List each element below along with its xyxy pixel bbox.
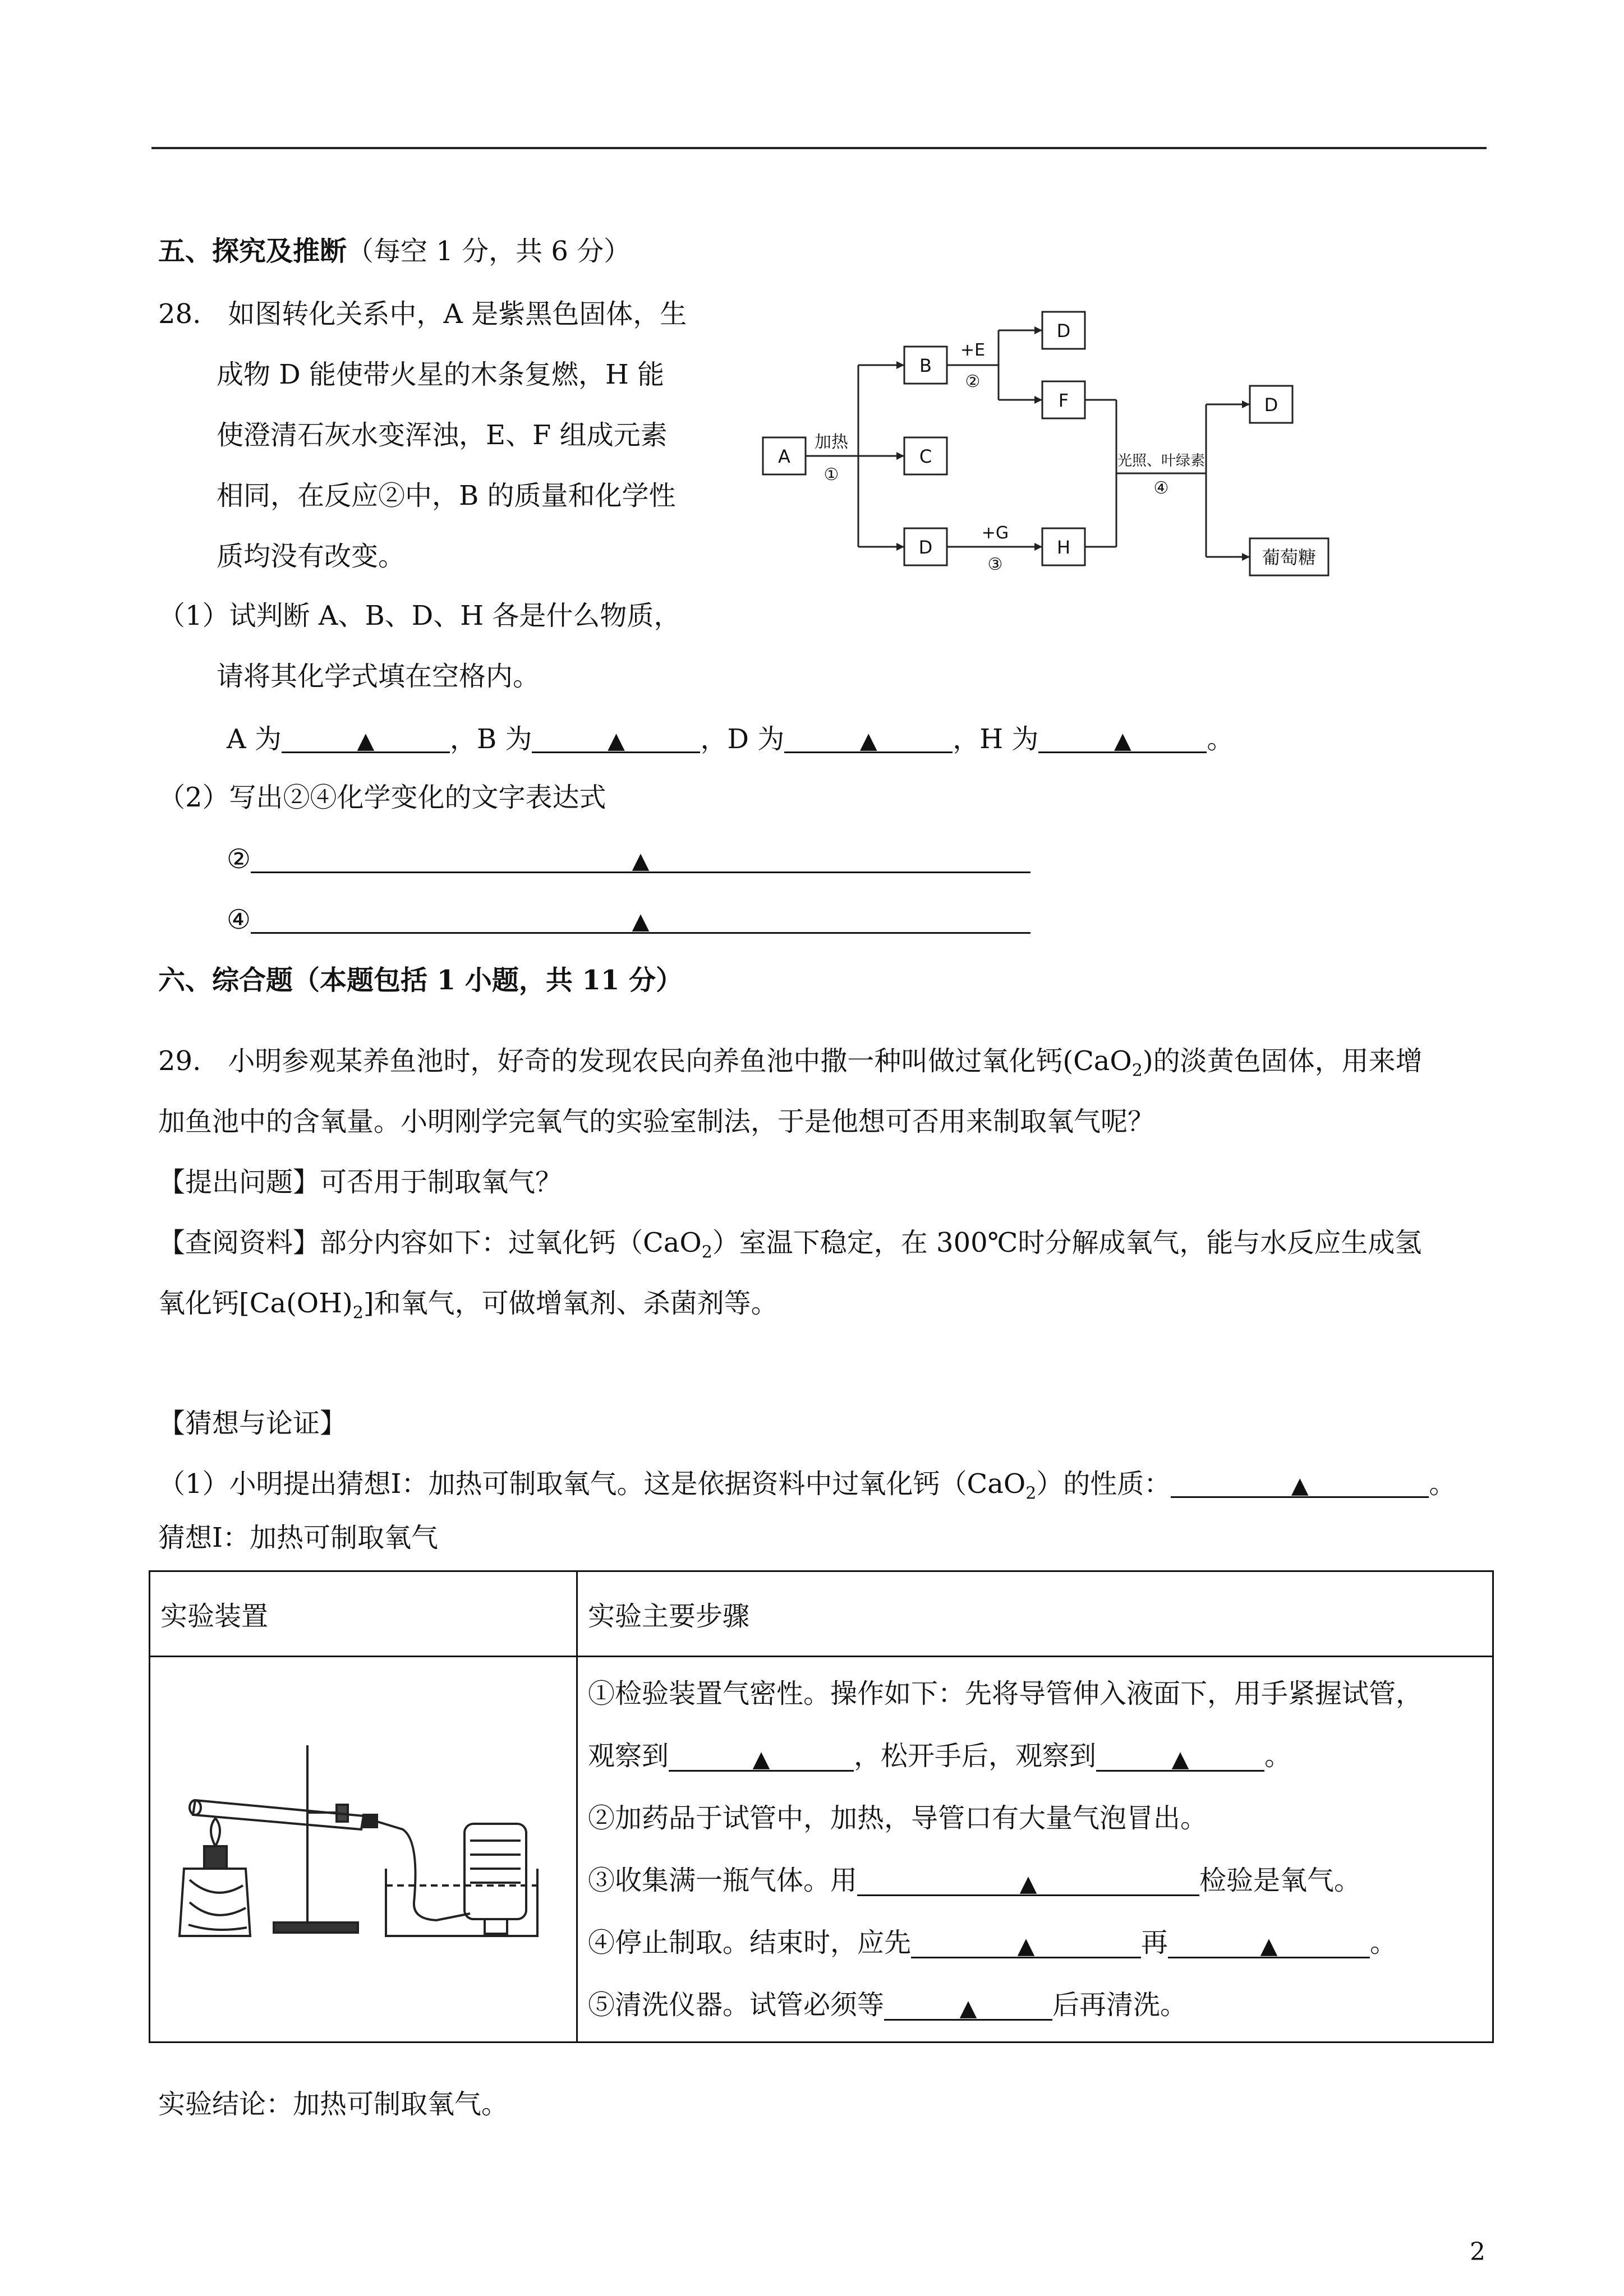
header-device: 实验装置 — [150, 1571, 577, 1657]
node-d2: D — [918, 537, 933, 558]
triangle-marker: ▲ — [1171, 1746, 1189, 1772]
header-steps: 实验主要步骤 — [577, 1571, 1493, 1657]
q29-line1-a: 29. 小明参观某养鱼池时，好奇的发现农民向养鱼池中撒一种叫做过氧化钙(CaO — [158, 1045, 1132, 1077]
apparatus-illustration — [173, 1734, 554, 1958]
label-heat: 加热 — [815, 432, 848, 452]
triangle-marker: ▲ — [1019, 1870, 1037, 1897]
q28-intro-3: 使澄清石灰水变浑浊，E、F 组成元素 — [217, 419, 668, 451]
step-1b-text3: 。 — [1264, 1740, 1292, 1772]
step-3 — [588, 1850, 1492, 1912]
node-h: H — [1056, 537, 1071, 558]
fill-label-b: ，B 为 — [449, 723, 532, 755]
triangle-marker: ▲ — [859, 728, 877, 754]
section5-heading — [158, 234, 631, 268]
step-4-text3: 。 — [1370, 1927, 1397, 1958]
step-5-text2: 后再清洗。 — [1052, 1989, 1188, 2021]
experiment-table — [149, 1570, 1494, 2043]
q28-intro-4: 相同，在反应②中，B 的质量和化学性 — [217, 480, 676, 511]
q29-ref1-a: 【查阅资料】部分内容如下：过氧化钙（CaO — [158, 1227, 702, 1258]
page-number: 2 — [1470, 2238, 1485, 2266]
step-4-text2: 再 — [1141, 1927, 1168, 1958]
step-2: ②加药品于试管中，加热，导管口有大量气泡冒出。 — [588, 1802, 1208, 1834]
q28-intro-2: 成物 D 能使带火星的木条复燃，H 能 — [217, 359, 665, 390]
q28-eq4-line — [227, 903, 1030, 937]
eq2-blank[interactable] — [251, 842, 1030, 873]
steps-cell — [577, 1657, 1493, 2043]
eq4-blank[interactable] — [251, 903, 1030, 934]
fill-label-d: ，D 为 — [700, 723, 785, 755]
q29-question: 【提出问题】可否用于制取氧气？ — [158, 1167, 563, 1198]
subscript-2: 2 — [352, 1303, 364, 1323]
node-c: C — [919, 446, 932, 467]
q29-guess-label: 猜想Ⅰ：加热可制取氧气 — [158, 1522, 438, 1553]
q28-conversion-diagram — [757, 303, 1374, 594]
label-reaction-3: ③ — [987, 555, 1003, 574]
step-4-text1: ④停止制取。结束时，应先 — [588, 1927, 912, 1958]
triangle-marker: ▲ — [1260, 1933, 1278, 1959]
step-5-text1: ⑤清洗仪器。试管必须等 — [588, 1989, 885, 2021]
fill-blank-h[interactable] — [1038, 722, 1207, 753]
triangle-marker: ▲ — [1291, 1473, 1309, 1499]
node-d3: D — [1264, 394, 1278, 416]
triangle-marker: ▲ — [632, 848, 650, 874]
step3-blank[interactable] — [857, 1865, 1199, 1896]
section5-note: （每空 1 分，共 6 分） — [347, 236, 631, 267]
q29-line2: 加鱼池中的含氧量。小明刚学完氧气的实验室制法，于是他想可否用来制取氧气呢？ — [158, 1106, 1155, 1137]
table-header-row — [150, 1571, 1493, 1657]
node-f: F — [1058, 390, 1069, 411]
q29-ref2-a: 氧化钙[Ca(OH) — [158, 1288, 353, 1319]
step-1b — [588, 1725, 1492, 1787]
q28-intro-1: 28. 如图转化关系中，A 是紫黑色固体，生 — [158, 298, 687, 330]
section5-title: 五、探究及推断 — [158, 236, 347, 267]
triangle-marker: ▲ — [608, 728, 625, 754]
label-plus-e: +E — [960, 340, 986, 360]
fill-end: 。 — [1207, 723, 1234, 755]
fill-blank-d[interactable] — [784, 722, 953, 753]
eq4-label: ④ — [227, 904, 251, 935]
label-light-chlorophyll: 光照、叶绿素 — [1117, 453, 1206, 469]
step4-blank-b[interactable] — [1168, 1928, 1370, 1958]
label-reaction-1: ① — [823, 465, 839, 485]
node-d1: D — [1056, 320, 1071, 342]
triangle-marker: ▲ — [1114, 728, 1131, 754]
node-a: A — [778, 446, 790, 467]
step-4 — [588, 1912, 1492, 1974]
triangle-marker: ▲ — [959, 1995, 977, 2021]
q29-ref-line1 — [158, 1226, 1421, 1270]
fill-blank-a[interactable] — [282, 722, 450, 753]
header-rule — [151, 147, 1487, 149]
triangle-marker: ▲ — [1017, 1933, 1035, 1959]
q29-guess1-end: 。 — [1429, 1468, 1456, 1500]
guess1-blank[interactable] — [1171, 1467, 1429, 1498]
apparatus-cell — [150, 1657, 577, 2043]
step1-blank-b[interactable] — [1096, 1741, 1264, 1772]
q29-ref1-b: ）室温下稳定，在 300℃时分解成氧气，能与水反应生成氢 — [712, 1227, 1422, 1258]
step-1a: ①检验装置气密性。操作如下：先将导管伸入液面下，用手紧握试管， — [588, 1678, 1423, 1709]
q29-guess1 — [158, 1467, 1456, 1511]
q29-line1 — [158, 1044, 1423, 1088]
q29-ref-line2 — [158, 1287, 778, 1330]
fill-blank-b[interactable] — [532, 722, 700, 753]
q29-conclusion: 实验结论：加热可制取氧气。 — [158, 2088, 509, 2120]
subscript-2: 2 — [1131, 1061, 1143, 1081]
step-3-text1: ③收集满一瓶气体。用 — [588, 1865, 858, 1896]
step4-blank-a[interactable] — [911, 1928, 1141, 1958]
q29-line1-b: )的淡黄色固体，用来增 — [1142, 1045, 1423, 1077]
label-plus-g: +G — [981, 523, 1009, 543]
triangle-marker: ▲ — [632, 909, 650, 934]
step-1b-text1: 观察到 — [588, 1740, 669, 1772]
q29-guess1-a: （1）小明提出猜想Ⅰ：加热可制取氧气。这是依据资料中过氧化钙（CaO — [158, 1468, 1026, 1500]
q29-guess-title: 【猜想与论证】 — [158, 1408, 347, 1439]
q29-guess1-b: ）的性质： — [1036, 1468, 1171, 1500]
q28-part1-1: （1）试判断 A、B、D、H 各是什么物质， — [158, 600, 681, 631]
q28-intro-5: 质均没有改变。 — [217, 541, 406, 572]
eq2-label: ② — [227, 843, 251, 875]
step1-blank-a[interactable] — [669, 1741, 854, 1772]
subscript-2: 2 — [701, 1242, 712, 1262]
node-b: B — [919, 355, 932, 376]
q29-ref2-b: ]和氧气，可做增氧剂、杀菌剂等。 — [363, 1288, 778, 1319]
step-3-text2: 检验是氧气。 — [1199, 1865, 1361, 1896]
step-5 — [588, 1974, 1492, 2036]
table-body-row — [150, 1657, 1493, 2043]
fill-label-h: ，H 为 — [953, 723, 1039, 755]
label-reaction-2: ② — [965, 372, 981, 391]
node-glucose: 葡萄糖 — [1262, 547, 1317, 568]
q28-part1-2: 请将其化学式填在空格内。 — [217, 661, 540, 692]
triangle-marker: ▲ — [752, 1746, 770, 1772]
q28-part2: （2）写出②④化学变化的文字表达式 — [158, 782, 606, 813]
triangle-marker: ▲ — [357, 728, 375, 754]
q28-eq2-line — [227, 842, 1030, 876]
subscript-2: 2 — [1025, 1483, 1037, 1504]
fill-label-a: A 为 — [227, 723, 282, 755]
step-1b-text2: ，松开手后，观察到 — [854, 1740, 1097, 1772]
label-reaction-4: ④ — [1153, 478, 1169, 498]
section6-title: 六、综合题（本题包括 1 小题，共 11 分） — [158, 965, 683, 996]
q28-fill-line — [227, 722, 1234, 756]
step5-blank[interactable] — [884, 1990, 1052, 2021]
